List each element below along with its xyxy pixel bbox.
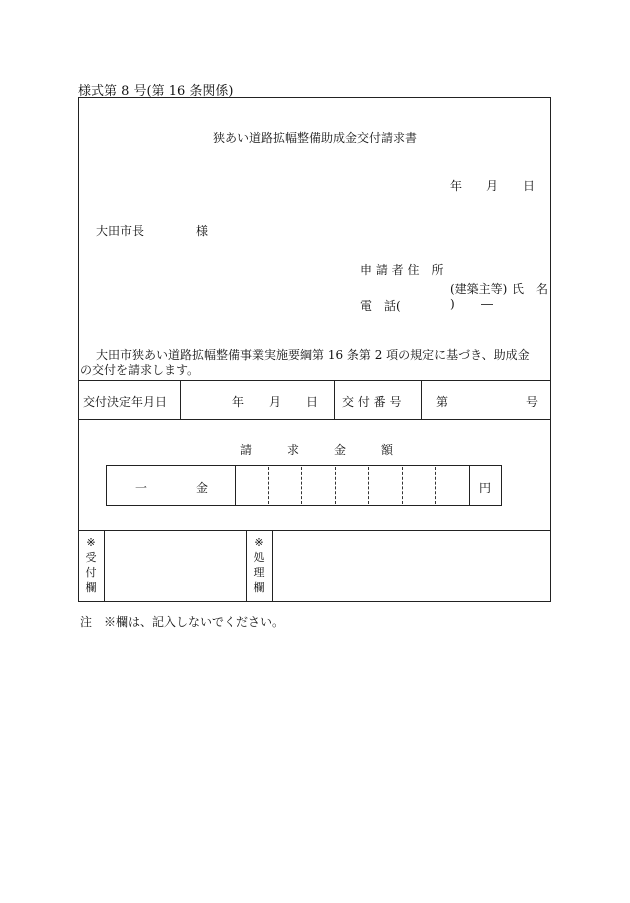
footnote: 注 ※欄は、記入しないでください。 [80, 615, 285, 629]
process-column-label [252, 535, 266, 595]
addressee-honorific: 様 [196, 224, 209, 238]
decision-date-month: 月 [269, 395, 282, 409]
date-day: 日 [523, 179, 536, 193]
amount-heading-4: 額 [381, 443, 394, 457]
amount-heading-3: 金 [334, 443, 347, 457]
amount-heading-1: 請 [240, 443, 253, 457]
divider-process-right [272, 530, 273, 602]
process-char-3: 欄 [253, 581, 265, 594]
divider-bottom-section [78, 530, 551, 531]
amount-prefix-kin: 金 [196, 481, 209, 495]
decision-date-year: 年 [232, 395, 245, 409]
body-text-line1: 大田市狭あい道路拡幅整備事業実施要綱第 16 条第 2 項の規定に基づき、助成金 [96, 348, 530, 362]
body-text-line2: の交付を請求します。 [80, 363, 200, 377]
issue-number-prefix: 第 [436, 395, 449, 409]
divider-process-left [246, 530, 247, 602]
process-char-1: 処 [253, 551, 265, 564]
applicant-phone-dash: ― [481, 297, 493, 311]
amount-digit-divider [268, 467, 269, 504]
amount-digit-divider [435, 467, 436, 504]
date-month: 月 [486, 179, 499, 193]
receipt-char-2: 付 [85, 566, 97, 579]
addressee-name: 大田市長 [96, 224, 145, 238]
amount-digit-divider [301, 467, 302, 504]
amount-unit-divider [469, 465, 470, 506]
amount-digit-divider [402, 467, 403, 504]
amount-heading-2: 求 [287, 443, 300, 457]
applicant-address-label: 申 請 者 住 所 [360, 263, 444, 277]
process-char-2: 理 [253, 566, 265, 579]
divider-decision-top [78, 380, 551, 381]
divider-decision-1 [180, 380, 181, 419]
amount-prefix-divider [235, 465, 236, 506]
process-mark: ※ [254, 536, 264, 549]
form-label: 様式第 8 号(第 16 条関係) [78, 84, 234, 99]
divider-decision-bottom [78, 419, 551, 420]
receipt-char-1: 受 [85, 551, 97, 564]
divider-decision-2 [334, 380, 335, 419]
amount-digit-divider [368, 467, 369, 504]
applicant-phone-close: ) [450, 297, 455, 311]
issue-number-suffix: 号 [526, 395, 539, 409]
amount-prefix-one: 一 [135, 481, 148, 495]
form-title: 狭あい道路拡幅整備助成金交付請求書 [212, 131, 417, 145]
amount-unit: 円 [479, 481, 492, 495]
applicant-phone-label: 電 話( [360, 299, 401, 313]
date-year: 年 [450, 179, 463, 193]
receipt-column-label [84, 535, 98, 595]
amount-box [106, 465, 502, 506]
receipt-char-3: 欄 [85, 581, 97, 594]
divider-receipt [104, 530, 105, 602]
applicant-name-label: 氏 名 [512, 282, 549, 296]
decision-date-label: 交付決定年月日 [83, 395, 168, 409]
divider-decision-3 [421, 380, 422, 419]
receipt-mark: ※ [86, 536, 96, 549]
applicant-owner-prefix: (建築主等) [450, 282, 508, 296]
decision-date-day: 日 [306, 395, 319, 409]
issue-number-label: 交 付 番 号 [342, 395, 402, 409]
amount-digit-divider [335, 467, 336, 504]
